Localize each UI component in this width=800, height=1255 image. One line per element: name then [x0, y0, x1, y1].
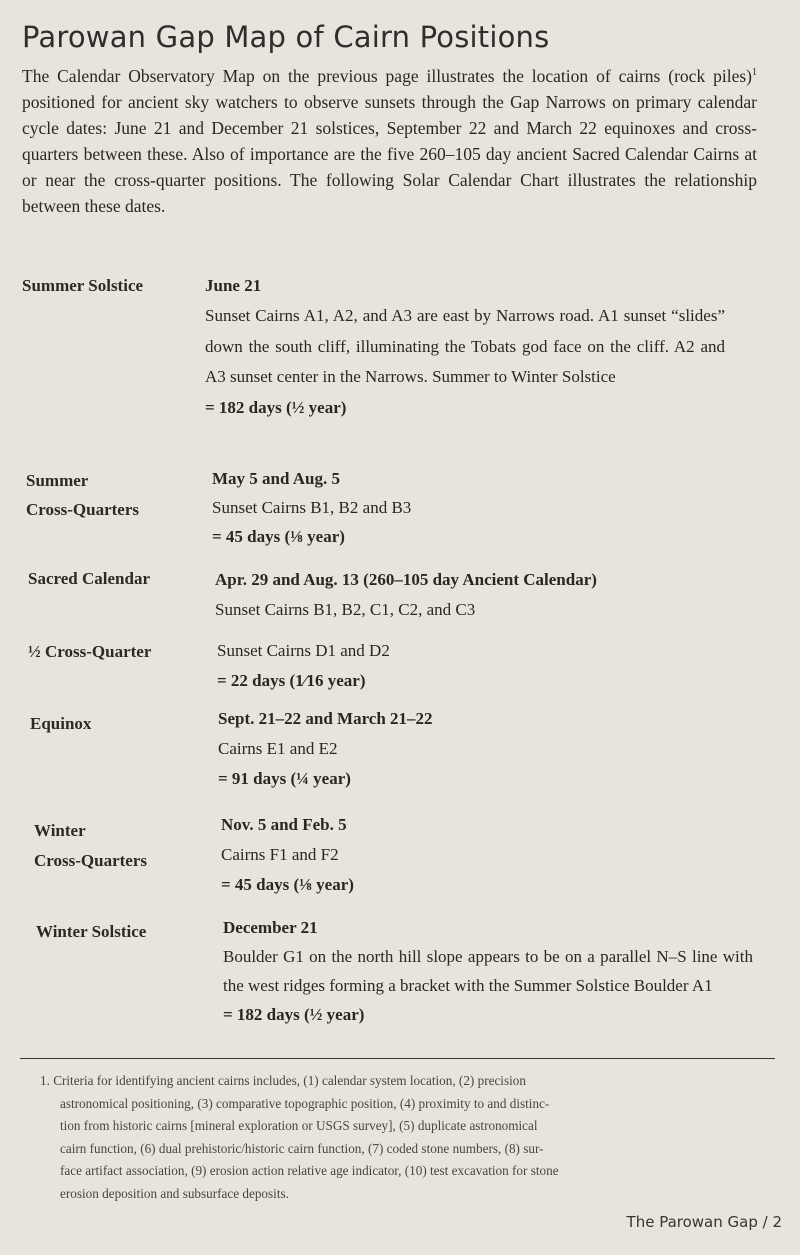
footnote-line: erosion deposition and subsurface deposits.	[60, 1185, 289, 1201]
entry-term-line: Winter	[34, 821, 86, 840]
entry-equals: = 182 days (½ year)	[205, 397, 347, 417]
entry-date: May 5 and Aug. 5	[212, 469, 340, 488]
entry-date: Nov. 5 and Feb. 5	[221, 815, 347, 834]
entry-text: Sunset Cairns B1, B2, C1, C2, and C3	[215, 600, 476, 619]
footnote	[40, 1070, 790, 1205]
intro-paragraph	[22, 60, 757, 219]
entry-date: Apr. 29 and Aug. 13 (260–105 day Ancient Calendar)	[215, 570, 597, 589]
entry-term-line: ½ Cross-Quarter	[28, 642, 152, 661]
entry-term	[34, 816, 147, 876]
entry-term-line: Summer Solstice	[22, 276, 144, 295]
entry-term	[36, 918, 146, 946]
intro-text-start: The Calendar Observatory Map on the previous page illustrates the location of cairns (rock piles)	[22, 65, 752, 86]
entry-term-line: Sacred Calendar	[28, 569, 150, 588]
entry-body	[212, 464, 752, 551]
entry-text: Sunset Cairns A1, A2, and A3 are east by Narrows road. A1 sunset “slides” down the south cliff, illuminating the Tobats god face on the cliff. A2 and A3 sunset center in the Narrows. Summer to Winter Solstice	[205, 306, 725, 386]
footnote-line: 1. Criteria for identifying ancient cairns includes, (1) calendar system location, (2) precision	[40, 1073, 526, 1088]
entry-body	[218, 704, 758, 794]
entry-date: Sept. 21–22 and March 21–22	[218, 709, 433, 728]
entry-text: Sunset Cairns B1, B2 and B3	[212, 498, 412, 517]
entry-body	[223, 914, 753, 1030]
entry-text: Boulder G1 on the north hill slope appears to be on a parallel N–S line with the west ridges forming a bracket with the Summer Solstice Boulder A1	[223, 947, 753, 995]
entry-term-line: Summer	[26, 471, 89, 490]
entry-text: Sunset Cairns D1 and D2	[217, 641, 390, 660]
entry-body	[221, 810, 761, 900]
entry-term	[28, 565, 150, 593]
entry-body	[217, 636, 757, 696]
page-title: Parowan Gap Map of Cairn Positions	[22, 20, 550, 54]
entry-term-line: Winter Solstice	[36, 922, 147, 941]
footnote-divider	[20, 1058, 775, 1059]
entry-equals: = 91 days (¼ year)	[218, 769, 351, 788]
intro-text-end: positioned for ancient sky watchers to observe sunsets through the Gap Narrows on primary calendar cycle dates: June 21 and December 21 solstices, September 22 and March 22 equinoxes and cross-quarters between these. Also of importance are the five 260–105 day ancient Sacred Calendar Cairns at or near the cross-quarter positions. The following Solar Calendar Chart illustrates the relationship between these dates.	[22, 91, 757, 216]
footnote-line: tion from historic cairns [mineral exploration or USGS survey], (5) duplicate astronomical	[60, 1118, 538, 1133]
entry-equals: = 22 days (1⁄16 year)	[217, 671, 366, 690]
footnote-line: face artifact association, (9) erosion action relative age indicator, (10) test excavation for stone	[60, 1163, 559, 1178]
footnote-line: cairn function, (6) dual prehistoric/historic cairn function, (7) coded stone numbers, (8) sur-	[60, 1140, 544, 1156]
entry-term	[26, 466, 139, 524]
entry-date: June 21	[205, 276, 262, 295]
entry-term-line: Equinox	[30, 714, 92, 733]
entry-body	[215, 565, 775, 625]
entry-equals: = 45 days (⅛ year)	[212, 527, 345, 546]
entry-term	[30, 710, 91, 738]
footnote-line: astronomical positioning, (3) comparative topographic position, (4) proximity to and distinc-	[60, 1095, 550, 1111]
entry-term	[28, 638, 151, 666]
entry-body	[205, 272, 725, 423]
footnote-reference: 1	[752, 67, 757, 78]
entry-text: Cairns E1 and E2	[218, 739, 338, 758]
entry-equals: = 45 days (⅛ year)	[221, 875, 354, 894]
running-footer: The Parowan Gap / 2	[626, 1213, 782, 1231]
entry-term-line: Cross-Quarters	[34, 851, 147, 870]
entry-term-line: Cross-Quarters	[26, 500, 139, 519]
entry-equals: = 182 days (½ year)	[223, 1005, 365, 1024]
entry-text: Cairns F1 and F2	[221, 845, 339, 864]
entry-date: December 21	[223, 918, 318, 937]
entry-term	[22, 272, 143, 300]
